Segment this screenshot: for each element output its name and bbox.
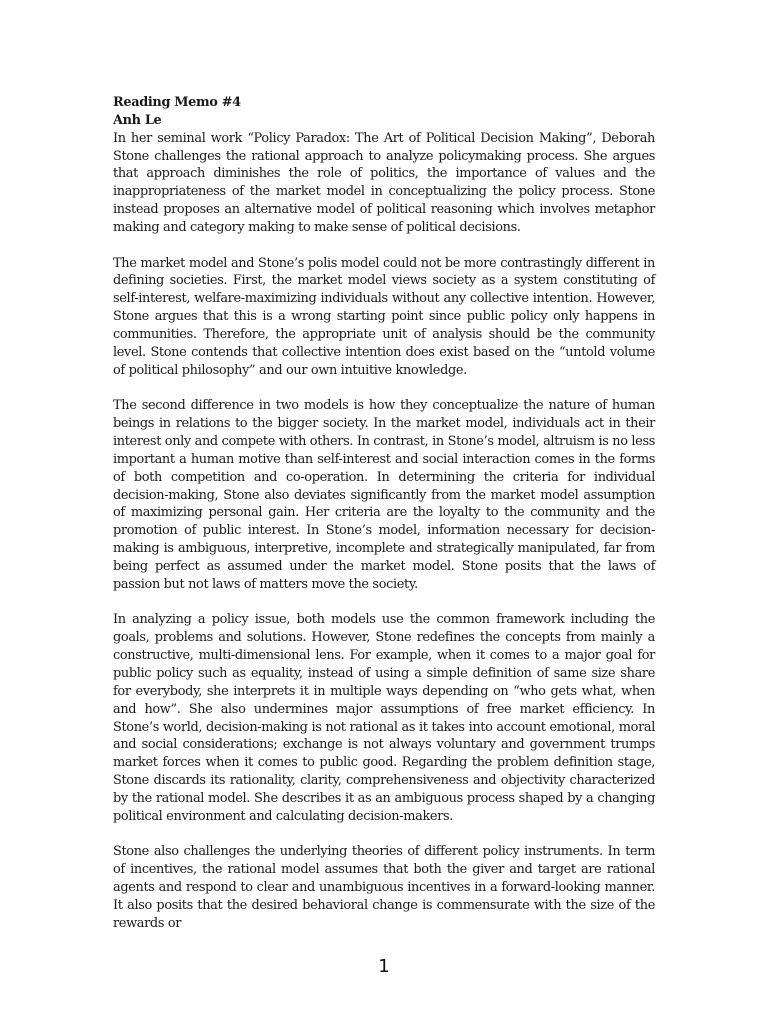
memo-title: Reading Memo #4 bbox=[113, 95, 241, 110]
page-number: 1 bbox=[378, 956, 390, 977]
paragraph-policy-analysis: In analyzing a policy issue, both models use the common framework including the goals, problems and solutions. However, Stone redefines the concepts from mainly a constructive, multi-dimensional lens. For example, when it comes to a major goal for public policy such as equality, instead of using a simple definition of same size share for everybody, she interprets it in multiple ways depending on “who gets what, when and how”. She also undermines major assumptions of free market efficiency. In Stone’s world, decision-making is not rational as it takes into account emotional, moral and social considerations; exchange is not always voluntary and government trumps market forces when it comes to public good. Regarding the problem definition stage, Stone discards its rationality, clarity, comprehensiveness and objectivity characterized by the rational model. She describes it as an ambiguous process shaped by a changing political environment and calculating decision-makers. bbox=[113, 612, 655, 824]
paragraph-human-nature: The second difference in two models is how they conceptualize the nature of human beings in relations to the bigger society. In the market model, individuals act in their interest only and compete with others. In contrast, in Stone’s model, altruism is no less important a human motive than self-interest and social interaction comes in the forms of both competition and co-operation. In determining the criteria for individual decision-making, Stone also deviates significantly from the market model assumption of maximizing personal gain. Her criteria are the loyalty to the community and the promotion of public interest. In Stone’s model, information necessary for decision-making is ambiguous, interpretive, incomplete and strategically manipulated, far from being perfect as assumed under the market model. Stone posits that the laws of passion but not laws of matters move the society. bbox=[113, 398, 655, 592]
memo-body bbox=[113, 94, 655, 951]
memo-author: Anh Le bbox=[113, 112, 162, 128]
paragraph-market-vs-polis: The market model and Stone’s polis model could not be more contrastingly different in defining societies. First, the market model views society as a system constituting of self-interest, welfare-maximizing individuals without any collective intention. However, Stone argues that this is a wrong starting point since public policy only happens in communities. Therefore, the appropriate unit of analysis should be the community level. Stone contends that collective intention does exist based on the “untold volume of political philosophy” and our own intuitive knowledge. bbox=[113, 255, 655, 378]
paragraph-intro: In her seminal work “Policy Paradox: The Art of Political Decision Making”, Deborah Stone challenges the rational approach to analyze policymaking process. She argues that approach diminishes the role of politics, the importance of values and the inappropriateness of the market model in conceptualizing the policy process. Stone instead proposes an alternative model of political reasoning which involves metaphor making and category making to make sense of political decisions. bbox=[113, 130, 655, 235]
paragraph-policy-instruments: Stone also challenges the underlying theories of different policy instruments. In term of incentives, the rational model assumes that both the giver and target are rational agents and respond to clear and unambiguous incentives in a forward-looking manner. It also posits that the desired behavioral change is commensurate with the size of the rewards or bbox=[113, 844, 655, 931]
